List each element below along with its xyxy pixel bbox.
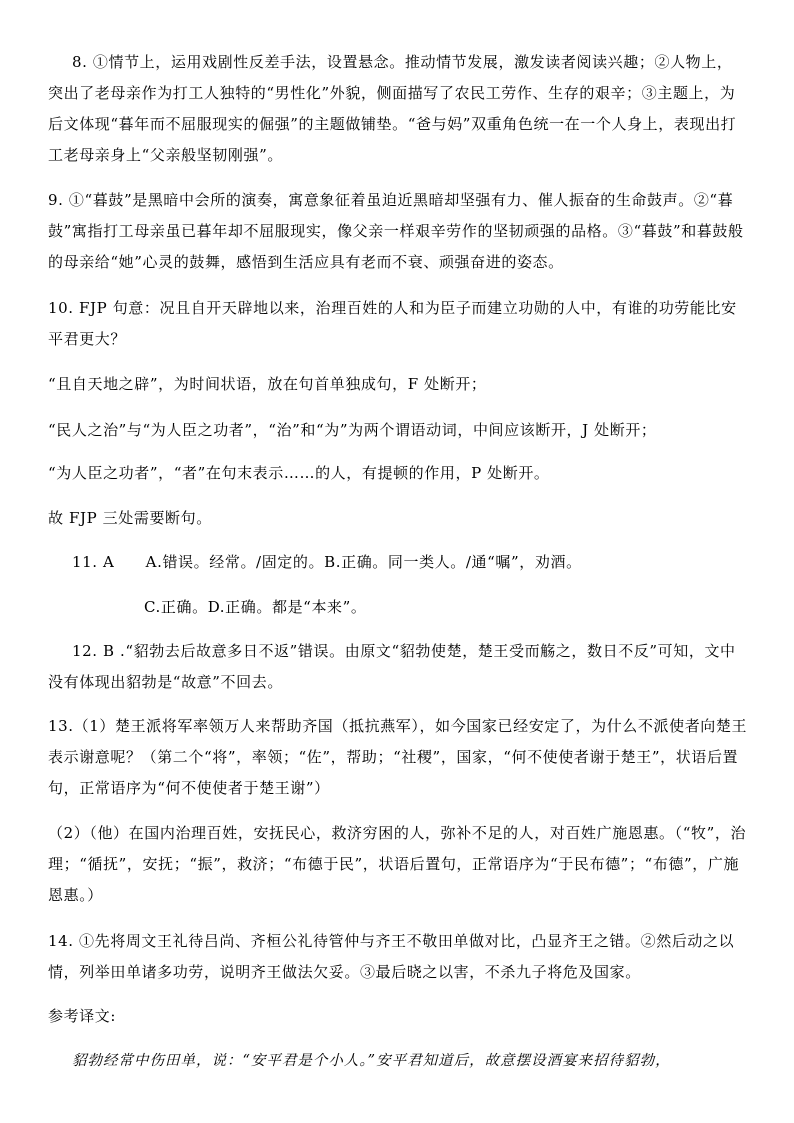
- answer-14: 14. ①先将周文王礼待吕尚、齐桓公礼待管仲与齐王不敬田单做对比，凸显齐王之错。②然后动之以情，列举田单诸多功劳，说明齐王做法欠妥。③最后晓之以害，不杀九子将危及国家。: [48, 932, 735, 981]
- answer-13-1: 13.（1）楚王派将军率领万人来帮助齐国（抵抗燕军），如今国家已经安定了，为什么不派使者向楚王表示谢意呢？（第二个“将”，率领；“佐”，帮助；“社稷”，国家，“何不使使者谢于楚王”，状语后置句，正常语序为“何不使使者于楚王谢”）: [48, 717, 748, 797]
- answer-8: 8. ①情节上，运用戏剧性反差手法，设置悬念。推动情节发展，激发读者阅读兴趣；②人物上，突出了老母亲作为打工人独特的“男性化”外貌，侧面描写了农民工劳作、生存的艰辛；③主题上，为后文体现“暮年而不屈服现实的倔强”的主题做铺垫。“爸与妈”双重角色统一在一个人身上，表现出打工老母亲身上“父亲般坚韧刚强”。: [48, 53, 737, 164]
- translation-text: 貂勃经常中伤田单，说：“安平君是个小人。”安平君知道后，故意摆设酒宴来招待貂勃，: [72, 1053, 671, 1069]
- answer-10: 10. FJP 句意：况且自开天辟地以来，治理百姓的人和为臣子而建立功勋的人中，有谁的功劳能比安平君更大？: [48, 299, 737, 348]
- answer-11: 11. A A.错误。经常。/固定的。B.正确。同一类人。/通“嘱”，劝酒。: [72, 553, 582, 571]
- answer-12: 12. B .“貂勃去后故意多日不返”错误。由原文“貂勃使楚，楚王受而觞之，数日不反”可知，文中没有体现出貂勃是“故意”不回去。: [48, 642, 736, 691]
- answer-10-note-j: “民人之治”与“为人臣之功者”，“治”和“为”为两个谓语动词，中间应该断开，J 处断开；: [48, 421, 657, 439]
- answer-10-conclusion: 故 FJP 三处需要断句。: [48, 509, 212, 527]
- answer-13-2: （2）（他）在国内治理百姓，安抚民心，救济穷困的人，弥补不足的人，对百姓广施恩惠。（“牧”，治理；“循抚”，安抚；“振”，救济；“布德于民”，状语后置句，正常语序为“于民布德”；“布德”，广施恩惠。）: [48, 824, 747, 904]
- answer-10-note-f: “且自天地之辟”，为时间状语，放在句首单独成句，F 处断开；: [48, 375, 487, 393]
- answer-9: 9. ①“暮鼓”是黑暗中会所的演奏，寓意象征着虽迫近黑暗却坚强有力、催人振奋的生命鼓声。②“暮鼓”寓指打工母亲虽已暮年却不屈服现实，像父亲一样艰辛劳作的坚韧顽强的品格。③“暮鼓”和暮鼓般的母亲给“她”心灵的鼓舞，感悟到生活应具有老而不衰、顽强奋进的姿态。: [48, 191, 744, 271]
- reference-translation-heading: 参考译文:: [48, 1007, 117, 1025]
- answer-10-note-p: “为人臣之功者”，“者”在句末表示……的人，有提顿的作用，P 处断开。: [48, 464, 550, 482]
- answer-11-cont: C.正确。D.正确。都是“本来”。: [144, 598, 367, 616]
